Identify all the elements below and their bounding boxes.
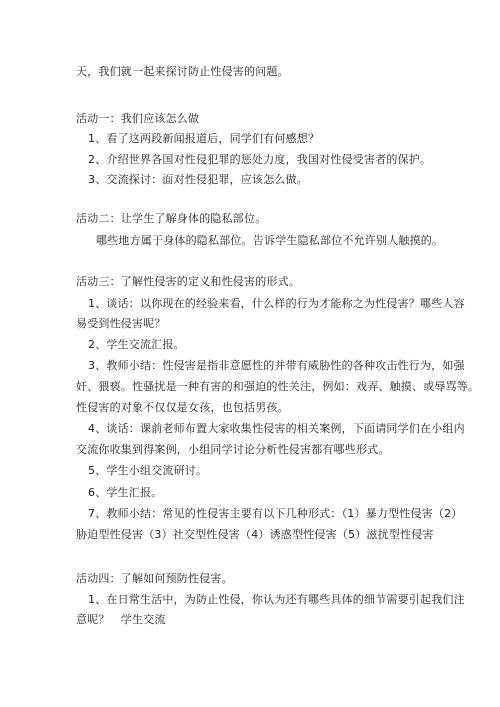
- activity1-item-3: 3、交流探讨：面对性侵犯罪，应该怎么做。: [88, 173, 308, 186]
- activity3-item7-line2: 胁迫型性侵害（3）社交型性侵害（4）诱惑型性侵害（5）滋扰型性侵害: [76, 528, 434, 541]
- activity2-title: 活动二：让学生了解身体的隐私部位。: [76, 212, 267, 225]
- activity3-item1-line1: 1、谈话：以你现在的经验来看，什么样的行为才能称之为性侵害？哪些人容: [88, 297, 465, 310]
- activity3-item3-line3: 性侵害的对象不仅仅是女孩，也包括男孩。: [76, 401, 289, 414]
- activity3-item5: 5、学生小组交流研讨。: [88, 464, 208, 477]
- activity4-title: 活动四：了解如何预防性侵害。: [76, 572, 233, 585]
- activity4-item1-line2: 意呢？ 学生交流: [76, 613, 166, 626]
- activity3-item7-line1: 7、教师小结：常见的性侵害主要有以下几种形式：（1）暴力型性侵害（2）: [88, 507, 463, 520]
- activity3-item2: 2、学生交流汇报。: [88, 338, 185, 351]
- activity3-title: 活动三：了解性侵害的定义和性侵害的形式。: [76, 275, 300, 288]
- activity3-item4-line2: 交流你收集到得案例，小组同学讨论分析性侵害都有哪些形式。: [76, 443, 390, 456]
- activity1-item-1: 1、看了这两段新闻报道后，同学们有何感想？: [88, 132, 320, 145]
- activity3-item4-line1: 4、谈话：课前老师布置大家收集性侵害的相关案例，下面请同学们在小组内: [88, 422, 465, 435]
- activity3-item3-line1: 3、教师小结：性侵害是指非意愿性的并带有威胁性的各种攻击性行为，如强: [88, 359, 465, 372]
- intro-text: 天，我们就一起来探讨防止性侵害的问题。: [76, 65, 289, 78]
- activity4-item1-line1: 1、在日常生活中，为防止性侵，你认为还有哪些具体的细节需要引起我们注: [88, 593, 465, 606]
- activity1-item-2: 2、介绍世界各国对性侵犯罪的惩处力度，我国对性侵受害者的保护。: [88, 153, 432, 166]
- activity1-title: 活动一：我们应该怎么做: [76, 112, 200, 125]
- activity3-item6: 6、学生汇报。: [88, 486, 163, 499]
- activity3-item1-line2: 易受到性侵害呢？: [76, 317, 166, 330]
- activity2-text: 哪些地方属于身体的隐私部位。告诉学生隐私部位不允许别人触摸的。: [96, 234, 444, 247]
- activity3-item3-line2: 奸、猥亵。性骚扰是一种有害的和强迫的性关注，例如：戏弄、触摸、或辱骂等。: [76, 380, 480, 393]
